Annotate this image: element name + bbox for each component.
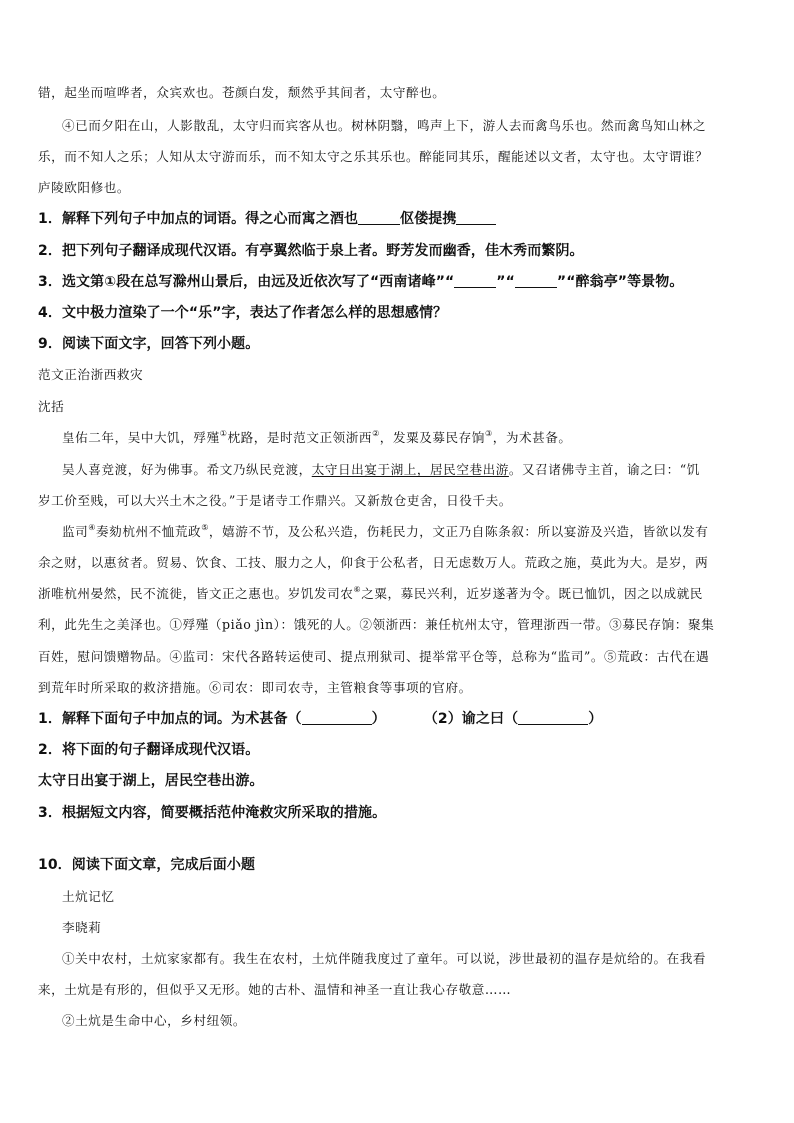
- answer-blank[interactable]: [518, 723, 588, 725]
- passage-9-paragraph-2-line: 吴人喜竞渡，好为佛事。希文乃纵民竞渡，太守日出宴于湖上，居民空巷出游。又召诸佛寺主首，谕之曰：“饥: [62, 462, 700, 477]
- passage-paragraph-4-line: 乐，而不知人之乐；人知从太守游而乐，而不知太守之乐其乐也。醉能同其乐，醒能述以文者，太守也。太守谓谁？: [38, 149, 709, 164]
- question-9-3: 3．根据短文内容，简要概括范仲淹救灾所采取的措施。: [38, 805, 387, 821]
- passage-paragraph-4-line: ④已而夕阳在山，人影散乱，太守归而宾客从也。树林阴翳，鸣声上下，游人去而禽鸟乐也。然而禽鸟知山林之: [62, 118, 707, 133]
- question-8-2: 2．把下列句子翻译成现代汉语。有亭翼然临于泉上者。野芳发而幽香，佳木秀而繁阴。: [38, 243, 584, 259]
- passage-line: 错，起坐而喧哗者，众宾欢也。苍颜白发，颓然乎其间者，太守醉也。: [38, 85, 446, 100]
- question-9-2: 2．将下面的句子翻译成现代汉语。: [38, 742, 260, 758]
- answer-blank[interactable]: [456, 223, 496, 225]
- passage-10-paragraph-1-line: ①关中农村，土炕家家都有。我生在农村，土炕伴随我度过了童年。可以说，涉世最初的温存是炕给的。在我看: [62, 951, 707, 966]
- passage-10-paragraph-1-line: 来，土炕是有形的，但似乎又无形。她的古朴、温情和神圣一直让我心存敬意……: [38, 982, 512, 997]
- passage-9-paragraph-2-line: 岁工价至贱，可以大兴土木之役。”于是诸寺工作鼎兴。又新敖仓吏舍，日役千夫。: [38, 493, 512, 508]
- passage-10-author: 李晓莉: [62, 920, 102, 935]
- question-9-2-sentence: 太守日出宴于湖上，居民空巷出游。: [38, 773, 264, 789]
- answer-blank[interactable]: [302, 723, 372, 725]
- passage-9-notes-line: 利，此先生之美泽也。①殍殣（piǎo jìn）：饿死的人。②领浙西：兼任杭州太守，管理浙西一带。③募民存饷：聚集: [38, 617, 715, 632]
- passage-title: 范文正治浙西救灾: [38, 367, 144, 382]
- passage-9-notes-line: 百姓，慰问馈赠物品。④监司：宋代各路转运使司、提点刑狱司、提举常平仓等，总称为“监司”。⑤荒政：古代在遇: [38, 649, 710, 664]
- underlined-sentence: 太守日出宴于湖上，居民空巷出游: [311, 462, 509, 477]
- passage-10-title: 土炕记忆: [62, 889, 115, 904]
- answer-blank[interactable]: [358, 223, 400, 225]
- question-10-heading: 10．阅读下面文章，完成后面小题: [38, 857, 256, 873]
- passage-9-paragraph-1: 皇佑二年，吴中大饥，殍殣①枕路，是时范文正领浙西②，发粟及募民存饷③，为术甚备。: [62, 429, 572, 445]
- passage-paragraph-4-line: 庐陵欧阳修也。: [38, 180, 131, 195]
- passage-9-paragraph-3-line: 余之财，以惠贫者。贸易、饮食、工技、服力之人，仰食于公私者，日无虑数万人。荒政之施，莫此为大。是岁，两: [38, 555, 709, 570]
- question-8-3: 3．选文第①段在总写滁州山景后，由远及近依次写了“西南诸峰”“ ”“ ”“醉翁亭”等景物。: [38, 274, 684, 290]
- question-8-4: 4．文中极力渲染了一个“乐”字，表达了作者怎么样的思想感情？: [38, 305, 448, 321]
- answer-blank[interactable]: [454, 286, 496, 288]
- passage-9-paragraph-3-line: 监司④奏劾杭州不恤荒政⑤，嬉游不节，及公私兴造，伤耗民力，文正乃自陈条叙：所以宴游及兴造，皆欲以发有: [62, 523, 709, 539]
- question-9-heading: 9．阅读下面文字，回答下列小题。: [38, 336, 260, 352]
- answer-blank[interactable]: [515, 286, 557, 288]
- passage-9-notes-line: 到荒年时所采取的救济措施。⑥司农：即司农寺，主管粮食等事项的官府。: [38, 680, 472, 695]
- question-8-1: 1．解释下列句子中加点的词语。得之心而寓之酒也 伛偻提携: [38, 208, 496, 228]
- passage-9-paragraph-3-line: 浙唯杭州晏然，民不流徙，皆文正之惠也。岁饥发司农⑥之粟，募民兴利，近岁遂著为令。既已恤饥，因之以成就民: [38, 585, 703, 601]
- passage-author: 沈括: [38, 399, 65, 414]
- passage-10-paragraph-2: ②土炕是生命中心，乡村纽领。: [62, 1013, 247, 1028]
- question-9-1: 1．解释下面句子中加点的词。为术甚备（ ） （2）谕之曰（ ）: [38, 711, 603, 727]
